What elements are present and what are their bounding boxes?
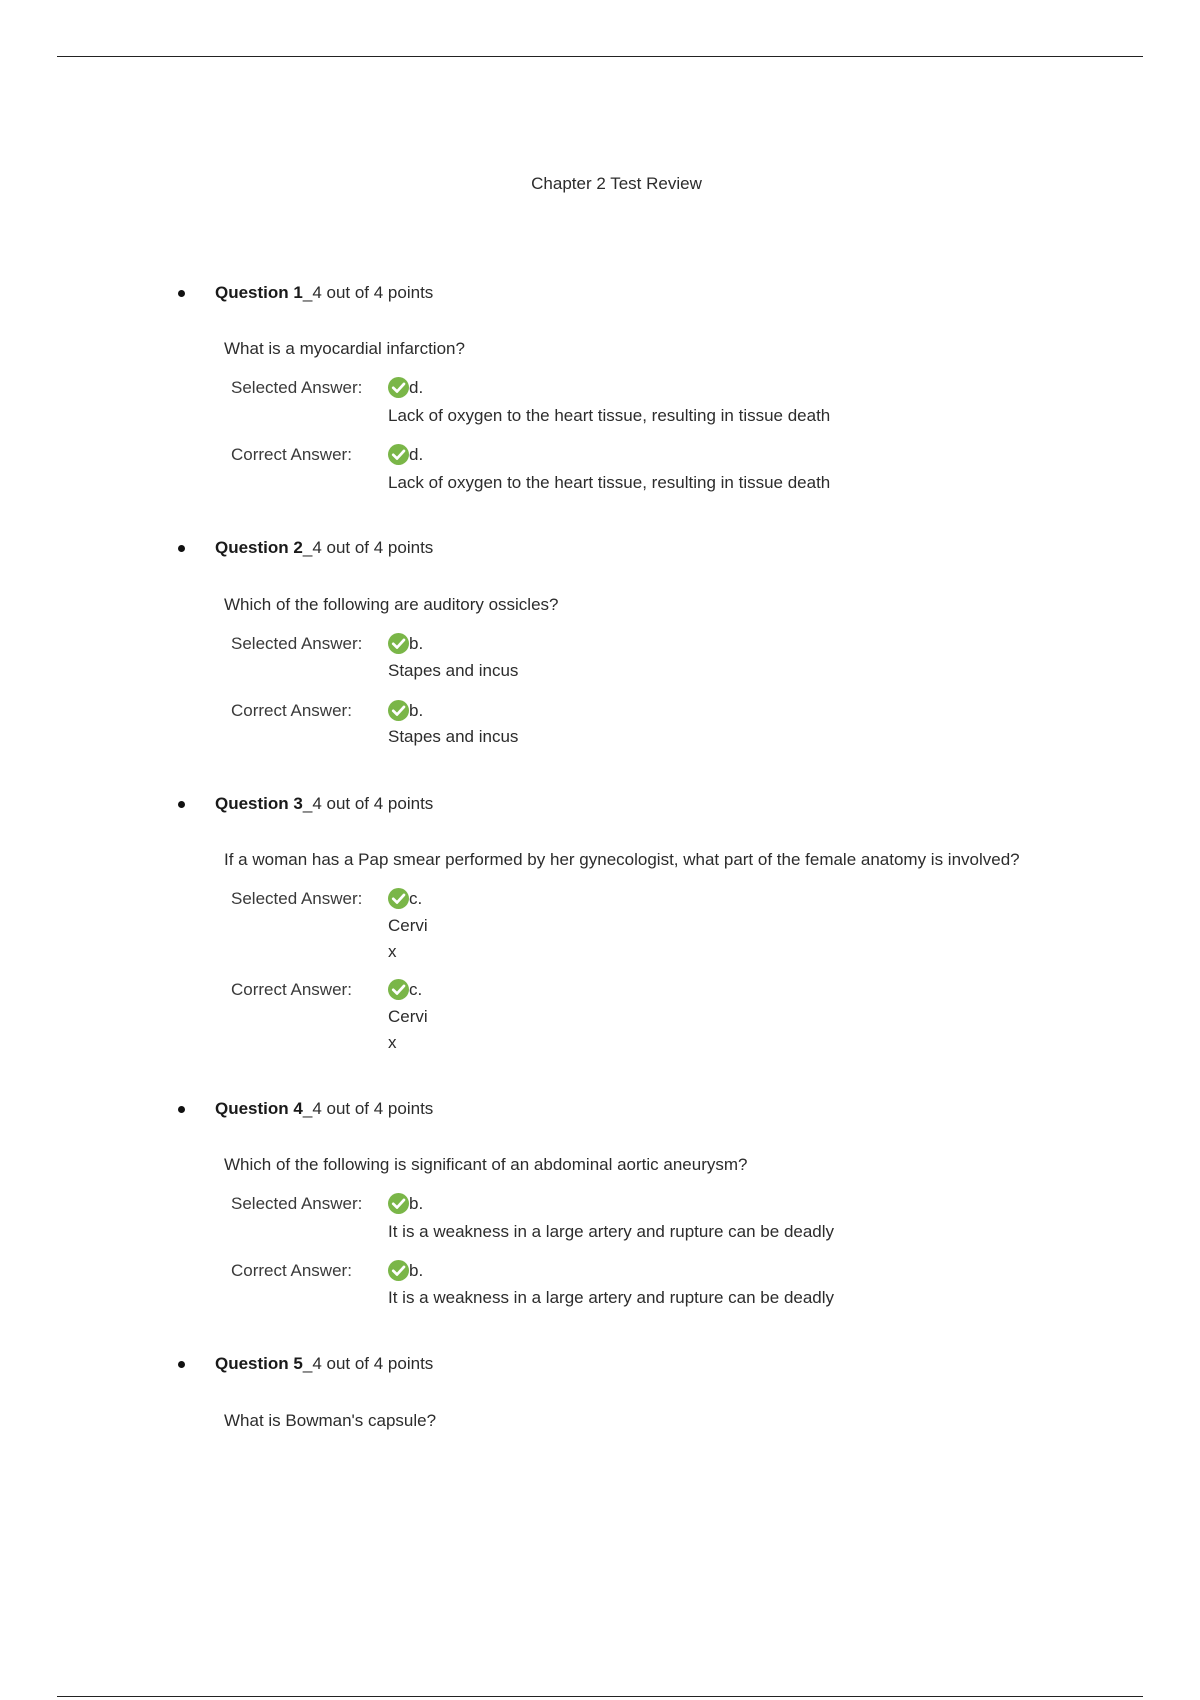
question-text: What is a myocardial infarction? [224,339,465,358]
checkmark-circle-icon [388,1260,409,1281]
checkmark-circle-icon [388,979,409,1000]
selected-answer-choice [388,377,423,398]
question-score: _4 out of 4 points [302,1099,434,1118]
checkmark-circle-icon [388,377,409,398]
correct-answer-choice [388,444,423,465]
question-number: Question 1 [215,283,303,302]
correct-answer-choice [388,700,423,721]
correct-answer-label: Correct Answer: [231,1261,352,1280]
correct-answer-text-continued: x [388,1033,397,1052]
question-number: Question 4 [215,1099,303,1118]
bullet-icon [178,290,185,297]
question-number: Question 5 [215,1354,303,1373]
page-title: Chapter 2 Test Review [531,174,702,193]
question-header [178,1353,433,1375]
selected-answer-letter: b. [409,633,424,653]
bottom-rule [57,1696,1143,1697]
question-header [178,1098,433,1120]
selected-answer-text: Stapes and incus [388,661,519,680]
selected-answer-choice [388,888,422,909]
selected-answer-text-continued: x [388,942,397,961]
selected-answer-label: Selected Answer: [231,634,363,653]
checkmark-circle-icon [388,444,409,465]
correct-answer-letter: c. [409,979,423,999]
bullet-icon [178,801,185,808]
correct-answer-letter: b. [409,700,424,720]
correct-answer-text: It is a weakness in a large artery and rupture can be deadly [388,1288,835,1307]
selected-answer-label: Selected Answer: [231,1194,363,1213]
question-score: _4 out of 4 points [302,794,434,813]
correct-answer-letter: b. [409,1260,424,1280]
checkmark-circle-icon [388,633,409,654]
bullet-icon [178,545,185,552]
correct-answer-label: Correct Answer: [231,980,352,999]
question-score: _4 out of 4 points [302,538,434,557]
question-number: Question 2 [215,538,303,557]
selected-answer-letter: b. [409,1193,424,1213]
correct-answer-text: Lack of oxygen to the heart tissue, resulting in tissue death [388,473,831,492]
selected-answer-label: Selected Answer: [231,378,363,397]
question-text: Which of the following is significant of an abdominal aortic aneurysm? [224,1155,748,1174]
correct-answer-text: Stapes and incus [388,727,519,746]
question-score: _4 out of 4 points [302,283,434,302]
bullet-icon [178,1106,185,1113]
selected-answer-choice [388,1193,423,1214]
correct-answer-label: Correct Answer: [231,701,352,720]
question-text: What is Bowman's capsule? [224,1411,437,1430]
checkmark-circle-icon [388,888,409,909]
correct-answer-choice [388,979,422,1000]
correct-answer-text: Cervi [388,1007,428,1026]
question-header [178,537,433,559]
correct-answer-choice [388,1260,423,1281]
checkmark-circle-icon [388,700,409,721]
correct-answer-letter: d. [409,444,424,464]
question-header [178,282,433,304]
selected-answer-letter: c. [409,888,423,908]
selected-answer-text: Cervi [388,916,428,935]
question-header [178,793,433,815]
question-score: _4 out of 4 points [302,1354,434,1373]
question-text: Which of the following are auditory ossicles? [224,595,559,614]
selected-answer-letter: d. [409,377,424,397]
correct-answer-label: Correct Answer: [231,445,352,464]
question-number: Question 3 [215,794,303,813]
selected-answer-text: It is a weakness in a large artery and rupture can be deadly [388,1222,835,1241]
selected-answer-text: Lack of oxygen to the heart tissue, resulting in tissue death [388,406,831,425]
bullet-icon [178,1361,185,1368]
checkmark-circle-icon [388,1193,409,1214]
question-text: If a woman has a Pap smear performed by her gynecologist, what part of the female anatomy is involved? [224,850,1020,869]
selected-answer-choice [388,633,423,654]
selected-answer-label: Selected Answer: [231,889,363,908]
top-rule [57,56,1143,57]
